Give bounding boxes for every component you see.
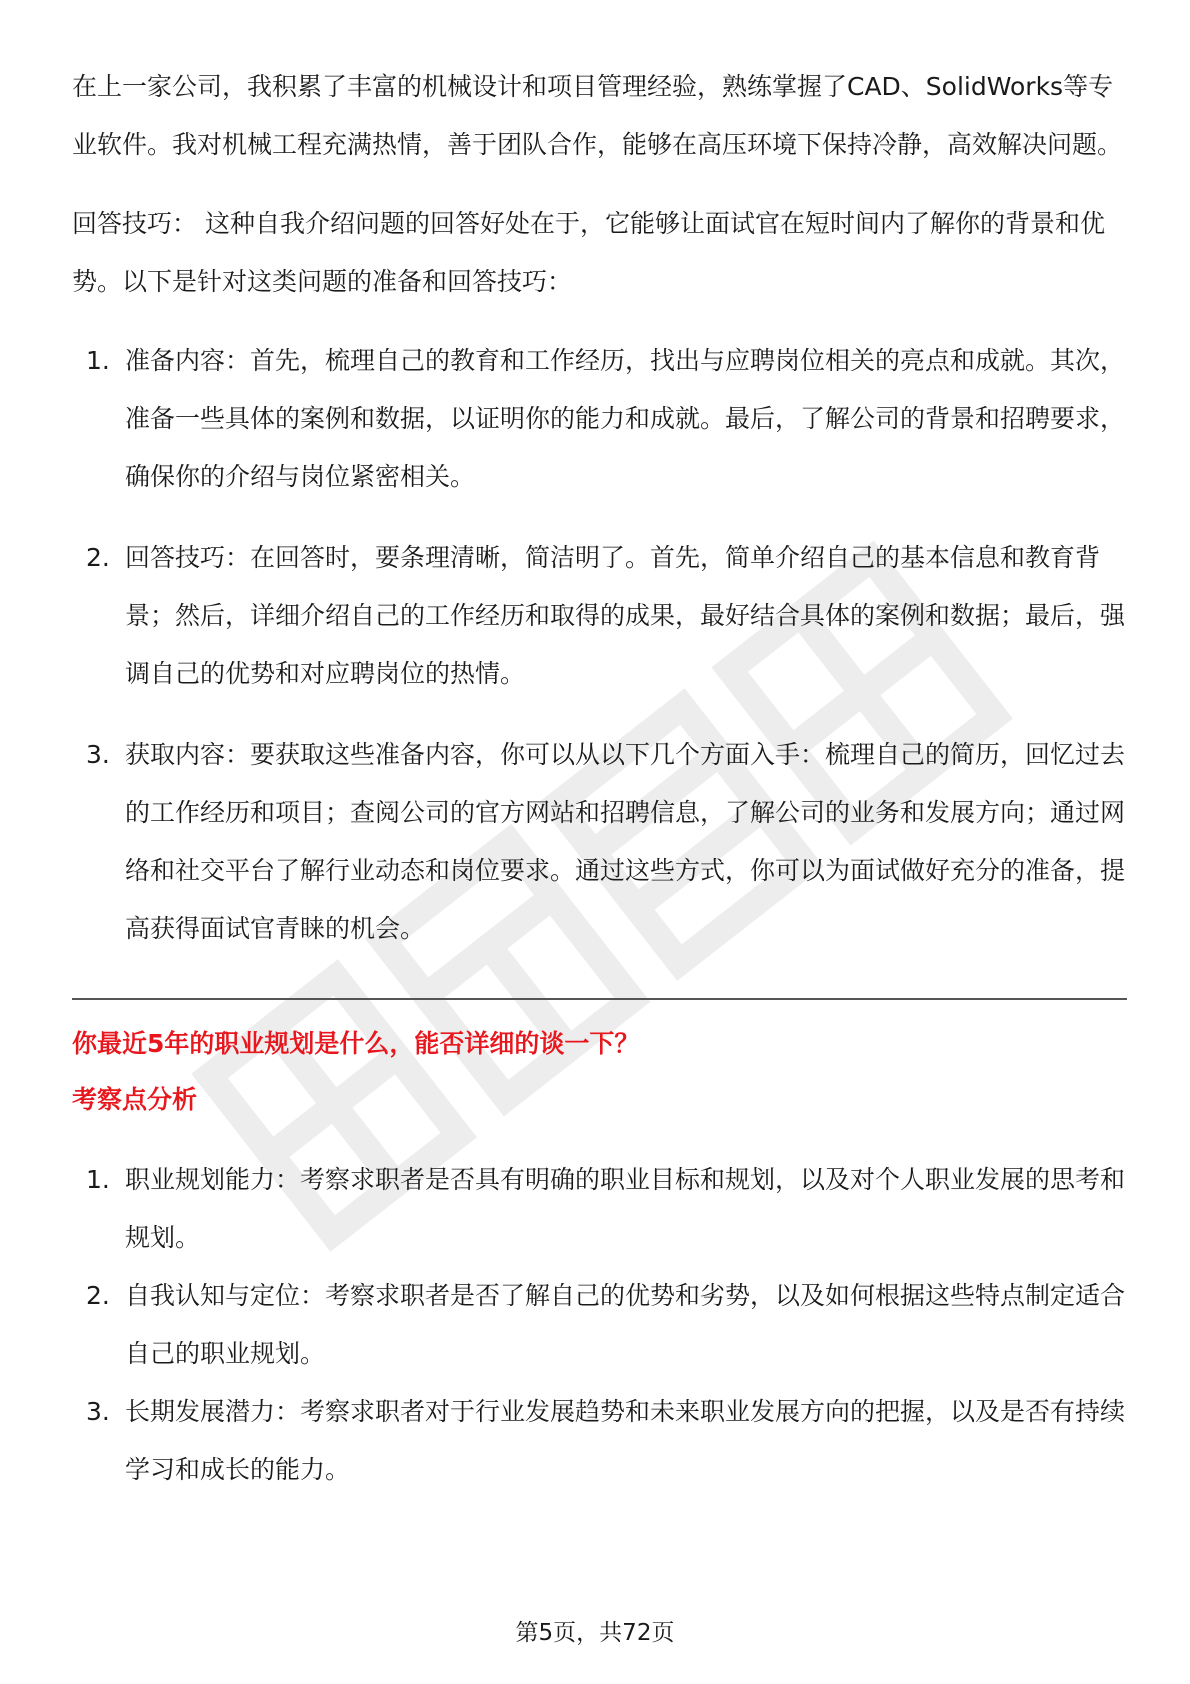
list-number: 1. [86, 1165, 110, 1194]
list-item [72, 529, 1127, 703]
analysis-heading: 考察点分析 [72, 1085, 198, 1114]
list-item [72, 332, 1127, 506]
list-number: 3. [86, 1397, 110, 1426]
list-number: 2. [86, 543, 110, 572]
tips-list [72, 332, 1127, 958]
intro-paragraph: 在上一家公司，我积累了丰富的机械设计和项目管理经验，熟练掌握了CAD、SolidWorks等专业软件。我对机械工程充满热情，善于团队合作，能够在高压环境下保持冷静，高效解决问题。 [72, 72, 1123, 159]
list-item [72, 1151, 1127, 1267]
list-item-text: 准备内容：首先，梳理自己的教育和工作经历，找出与应聘岗位相关的亮点和成就。其次，准备一些具体的案例和数据，以证明你的能力和成就。最后，了解公司的背景和招聘要求，确保你的介绍与岗位紧密相关。 [125, 346, 1126, 491]
section-divider [72, 998, 1127, 1000]
list-item-text: 职业规划能力：考察求职者是否具有明确的职业目标和规划，以及对个人职业发展的思考和规划。 [125, 1165, 1126, 1252]
analysis-list [72, 1151, 1127, 1499]
list-number: 3. [86, 740, 110, 769]
tips-paragraph: 回答技巧： 这种自我介绍问题的回答好处在于，它能够让面试官在短时间内了解你的背景和优势。以下是针对这类问题的准备和回答技巧： [72, 209, 1105, 296]
main-content [72, 58, 1127, 1499]
list-item [72, 1267, 1127, 1383]
list-item-text: 获取内容：要获取这些准备内容，你可以从以下几个方面入手：梳理自己的简历，回忆过去的工作经历和项目；查阅公司的官方网站和招聘信息，了解公司的业务和发展方向；通过网络和社交平台了解行业动态和岗位要求。通过这些方式，你可以为面试做好充分的准备，提高获得面试官青睐的机会。 [125, 740, 1126, 943]
list-number: 1. [86, 346, 110, 375]
list-number: 2. [86, 1281, 110, 1310]
question-heading: 你最近5年的职业规划是什么，能否详细的谈一下？ [72, 1029, 640, 1058]
list-item-text: 自我认知与定位：考察求职者是否了解自己的优势和劣势，以及如何根据这些特点制定适合自己的职业规划。 [125, 1281, 1126, 1368]
list-item [72, 1383, 1127, 1499]
list-item-text: 回答技巧：在回答时，要条理清晰，简洁明了。首先，简单介绍自己的基本信息和教育背景；然后，详细介绍自己的工作经历和取得的成果，最好结合具体的案例和数据；最后，强调自己的优势和对应聘岗位的热情。 [125, 543, 1126, 688]
page-footer: 第5页，共72页 [515, 1620, 675, 1646]
list-item-text: 长期发展潜力：考察求职者对于行业发展趋势和未来职业发展方向的把握，以及是否有持续学习和成长的能力。 [125, 1397, 1126, 1484]
list-item [72, 726, 1127, 958]
